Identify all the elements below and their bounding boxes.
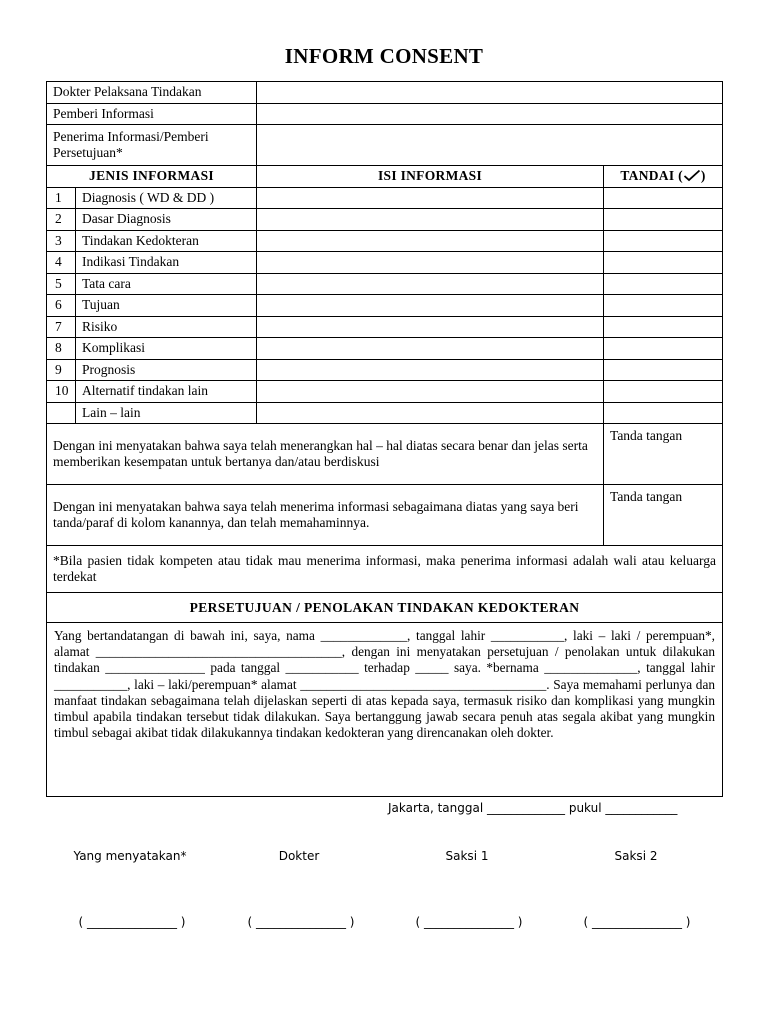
header-tandai-text: TANDAI ( [620, 168, 683, 184]
info-label: Dokter Pelaksana Tindakan [47, 82, 257, 104]
consent-table [46, 81, 723, 797]
info-input-field[interactable] [257, 103, 723, 125]
statement-row-recipient [47, 485, 723, 546]
tandai-checkbox-cell[interactable] [604, 381, 723, 403]
table-row [47, 359, 723, 381]
isi-informasi-field[interactable] [257, 273, 604, 295]
item-label: Diagnosis ( WD & DD ) [76, 187, 257, 209]
tandai-checkbox-cell[interactable] [604, 209, 723, 231]
table-row [47, 209, 723, 231]
checkmark-icon [683, 169, 701, 182]
header-row [47, 166, 723, 188]
form-title: INFORM CONSENT [284, 44, 484, 68]
item-label: Tata cara [76, 273, 257, 295]
isi-informasi-field[interactable] [257, 402, 604, 424]
info-label: Penerima Informasi/Pemberi Persetujuan* [47, 125, 257, 166]
isi-informasi-field[interactable] [257, 252, 604, 274]
info-label: Pemberi Informasi [47, 103, 257, 125]
header-isi: ISI INFORMASI [257, 166, 604, 188]
item-number: 1 [47, 187, 76, 209]
tandai-checkbox-cell[interactable] [604, 230, 723, 252]
place-date-line[interactable]: Jakarta, tanggal _____________ pukul ____________ [388, 801, 678, 815]
header-tandai-close: ) [700, 168, 706, 184]
signature-line-saksi-2[interactable]: ( _______________ ) [583, 915, 691, 929]
note-row [47, 546, 723, 593]
signatory-label-saksi-1: Saksi 1 [445, 849, 489, 863]
header-jenis: JENIS INFORMASI [47, 166, 257, 188]
item-number: 5 [47, 273, 76, 295]
item-label: Indikasi Tindakan [76, 252, 257, 274]
signature-line-saksi-1[interactable]: ( _______________ ) [415, 915, 523, 929]
table-row [47, 381, 723, 403]
consent-statement[interactable]: Yang bertandatangan di bawah ini, saya, nama _____________, tanggal lahir ___________, laki – laki / perempuan*, alamat _____________________________________, dengan ini menyatakan persetujuan / penolakan untuk dilakukan tindakan _______________ pada tanggal ___________ terhadap _____ saya. *bernama ______________, tanggal lahir ___________, laki – laki/perempuan* alamat _____________________________________. Saya memahami perlunya dan manfaat tindakan sebagaimana telah dijelaskan seperti di atas kepada saya, termasuk risiko dan komplikasi yang mungkin timbul apabila tindakan tersebut tidak dilakukan. Saya bertanggung jawab secara penuh atas segala akibat yang mungkin timbul sebagai akibat tidak dilakukannya tindakan kedokteran yang direncanakan oleh dokter. [47, 623, 723, 797]
consent-title-row [47, 593, 723, 623]
item-rows [47, 187, 723, 424]
signatory-label-pernyataan: Yang menyatakan* [73, 849, 187, 863]
table-row [47, 187, 723, 209]
item-number: 7 [47, 316, 76, 338]
tandai-checkbox-cell[interactable] [604, 187, 723, 209]
item-number [47, 402, 76, 424]
header-tandai [604, 166, 723, 188]
signature-cell[interactable] [604, 485, 723, 546]
item-label: Tindakan Kedokteran [76, 230, 257, 252]
tandai-checkbox-cell[interactable] [604, 359, 723, 381]
isi-informasi-field[interactable] [257, 338, 604, 360]
isi-informasi-field[interactable] [257, 316, 604, 338]
isi-informasi-field[interactable] [257, 230, 604, 252]
guardian-note: *Bila pasien tidak kompeten atau tidak mau menerima informasi, maka penerima informasi adalah wali atau keluarga terdekat [47, 546, 723, 593]
table-row [47, 230, 723, 252]
item-label: Lain – lain [76, 402, 257, 424]
tandai-checkbox-cell[interactable] [604, 338, 723, 360]
tandai-checkbox-cell[interactable] [604, 402, 723, 424]
item-number: 8 [47, 338, 76, 360]
table-row [47, 252, 723, 274]
tandai-checkbox-cell[interactable] [604, 316, 723, 338]
signatory-label-saksi-2: Saksi 2 [614, 849, 658, 863]
consent-text-row [47, 623, 723, 797]
isi-informasi-field[interactable] [257, 187, 604, 209]
table-row [47, 338, 723, 360]
statement-row-doctor [47, 424, 723, 485]
info-row-dokter [47, 82, 723, 104]
item-label: Dasar Diagnosis [76, 209, 257, 231]
tandai-checkbox-cell[interactable] [604, 273, 723, 295]
isi-informasi-field[interactable] [257, 209, 604, 231]
signature-cell[interactable] [604, 424, 723, 485]
item-number: 2 [47, 209, 76, 231]
item-number: 4 [47, 252, 76, 274]
table-row [47, 273, 723, 295]
item-number: 3 [47, 230, 76, 252]
info-input-field[interactable] [257, 125, 723, 166]
info-row-penerima [47, 125, 723, 166]
item-label: Komplikasi [76, 338, 257, 360]
item-label: Alternatif tindakan lain [76, 381, 257, 403]
table-row [47, 402, 723, 424]
info-row-pemberi [47, 103, 723, 125]
item-label: Tujuan [76, 295, 257, 317]
table-row [47, 295, 723, 317]
signature-label: Tanda tangan [610, 489, 683, 504]
table-row [47, 316, 723, 338]
info-input-field[interactable] [257, 82, 723, 104]
item-label: Prognosis [76, 359, 257, 381]
signature-line-dokter[interactable]: ( _______________ ) [247, 915, 355, 929]
isi-informasi-field[interactable] [257, 381, 604, 403]
isi-informasi-field[interactable] [257, 295, 604, 317]
statement-text: Dengan ini menyatakan bahwa saya telah menerima informasi sebagaimana diatas yang saya beri tanda/paraf di kolom kanannya, dan telah memahaminnya. [47, 485, 604, 546]
consent-section-title: PERSETUJUAN / PENOLAKAN TINDAKAN KEDOKTERAN [47, 593, 723, 623]
signature-line-pernyataan[interactable]: ( _______________ ) [78, 915, 186, 929]
item-label: Risiko [76, 316, 257, 338]
isi-informasi-field[interactable] [257, 359, 604, 381]
tandai-checkbox-cell[interactable] [604, 295, 723, 317]
tandai-checkbox-cell[interactable] [604, 252, 723, 274]
signatory-label-dokter: Dokter [278, 849, 320, 863]
item-number: 10 [47, 381, 76, 403]
item-number: 9 [47, 359, 76, 381]
signature-label: Tanda tangan [610, 428, 683, 443]
statement-text: Dengan ini menyatakan bahwa saya telah menerangkan hal – hal diatas secara benar dan jelas serta memberikan kesempatan untuk bertanya dan/atau berdiskusi [47, 424, 604, 485]
item-number: 6 [47, 295, 76, 317]
